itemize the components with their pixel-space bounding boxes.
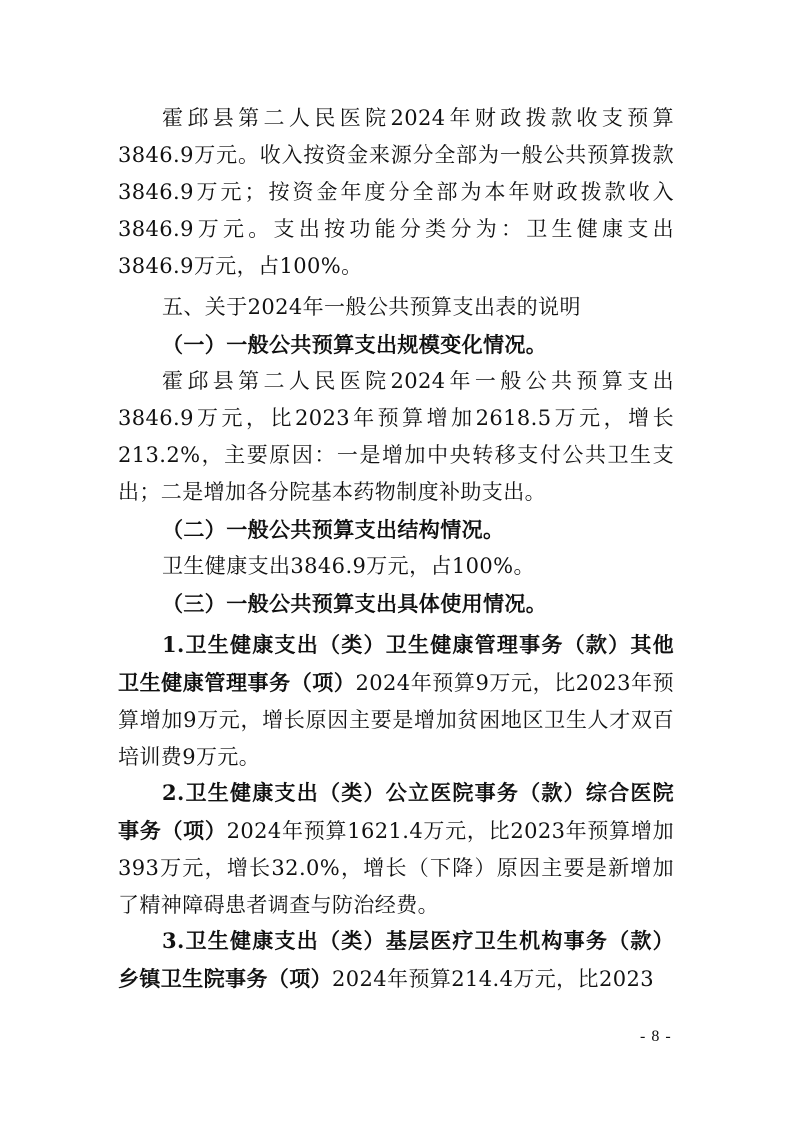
paragraph-budget-summary: 霍邱县第二人民医院2024年财政拨款收支预算3846.9万元。收入按资金来源分全部为一般公共预算拨款3846.9万元；按资金年度分全部为本年财政拨款收入3846.9万元。支出按功能分类分为：卫生健康支出3846.9万元，占100%。	[118, 106, 674, 278]
item-3-heading: 3.卫生健康支出（类）基层医疗卫生机构事务（款）乡镇卫生院事务（项）	[118, 928, 674, 991]
subsection-title-structure: （二）一般公共预算支出结构情况。	[162, 517, 505, 542]
section-title-general-budget: 五、关于2024年一般公共预算支出表的说明	[162, 295, 581, 319]
subsection-title-scale: （一）一般公共预算支出规模变化情况。	[162, 332, 548, 357]
item-2-text: 2024年预算1621.4万元，比2023年预算增加393万元，增长32.0%，增长（下降）原因主要是新增加了精神障碍患者调查与防治经费。	[118, 819, 674, 917]
paragraph-scale-change: 霍邱县第二人民医院2024年一般公共预算支出3846.9万元，比2023年预算增加2618.5万元，增长213.2%，主要原因：一是增加中央转移支付公共卫生支出；二是增加各分院基本药物制度补助支出。	[118, 369, 674, 504]
subsection-title-usage: （三）一般公共预算支出具体使用情况。	[162, 591, 548, 616]
item-1-heading: 1.卫生健康支出（类）卫生健康管理事务（款）其他卫生健康管理事务（项）	[118, 632, 674, 695]
paragraph-structure: 卫生健康支出3846.9万元，占100%。	[162, 554, 535, 578]
paragraph-item-1	[118, 626, 674, 776]
item-3-text: 2024年预算214.4万元，比2023	[332, 967, 655, 991]
item-2-heading: 2.卫生健康支出（类）公立医院事务（款）综合医院事务（项）	[118, 780, 674, 843]
item-1-text: 2024年预算9万元，比2023年预算增加9万元，增长原因主要是增加贫困地区卫生人才双百培训费9万元。	[118, 671, 675, 769]
paragraph-item-3	[118, 922, 674, 998]
page-number: - 8 -	[640, 1028, 672, 1045]
paragraph-item-2	[118, 774, 674, 924]
